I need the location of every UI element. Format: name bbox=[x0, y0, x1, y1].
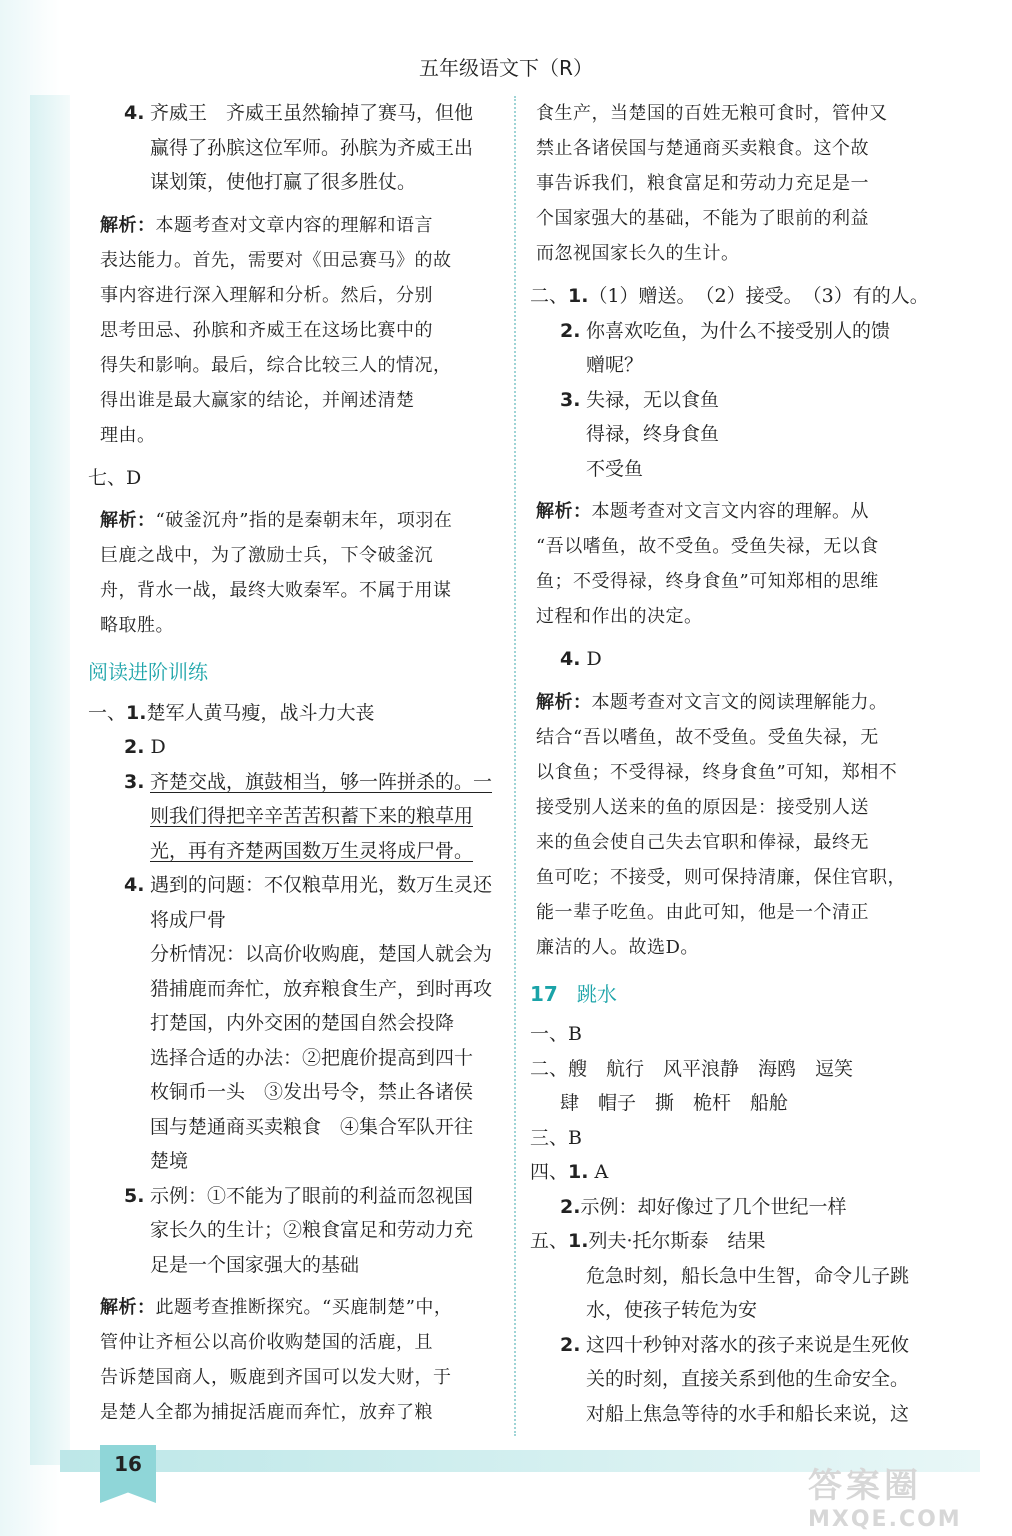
text-line: 管仲让齐桓公以高价收购楚国的活鹿，且 bbox=[100, 1332, 433, 1353]
lesson-answer-4-2 bbox=[536, 1190, 932, 1225]
text-line: 事告诉我们，粮食富足和劳动力充足是一 bbox=[536, 173, 869, 194]
text-line: 赢得了孙膑这位军师。孙膑为齐威王出 bbox=[150, 136, 474, 159]
text-line: 失禄，无以食鱼 bbox=[586, 388, 720, 411]
left-decor-band bbox=[30, 95, 70, 1465]
answer-number: 3. bbox=[560, 388, 581, 411]
watermark-logo bbox=[808, 1458, 998, 1532]
answer-number: 2. bbox=[560, 1333, 581, 1356]
text-line: 谋划策，使他打赢了很多胜仗。 bbox=[150, 171, 417, 193]
text-line: 过程和作出的决定。 bbox=[536, 606, 703, 627]
analysis-block-5 bbox=[536, 685, 932, 965]
text-line: 分析情况：以高价收购鹿，楚国人就会为 bbox=[150, 943, 493, 965]
section-prefix: 一、 bbox=[88, 701, 127, 724]
text-line: “破釜沉舟”指的是秦朝末年，项羽在 bbox=[155, 510, 453, 531]
text-line: 鱼可吃；不接受，则可保持清廉，保住官职， bbox=[536, 866, 906, 888]
reading-answer-2 bbox=[100, 730, 500, 765]
lesson-answer-5-2 bbox=[536, 1328, 932, 1432]
text-line: 这四十秒钟对落水的孩子来说是生死攸 bbox=[586, 1333, 910, 1356]
text-line: 告诉楚国商人，贩鹿到齐国可以发大财，于 bbox=[100, 1367, 452, 1388]
text-line: 你喜欢吃鱼，为什么不接受别人的馈 bbox=[586, 319, 891, 342]
answer-number: 4. bbox=[124, 102, 145, 124]
text-line: 不受鱼 bbox=[586, 457, 644, 480]
analysis-block-3 bbox=[100, 1290, 500, 1430]
reading-answer-1 bbox=[88, 696, 500, 731]
answer-text: 列夫·托尔斯泰 结果 bbox=[588, 1230, 766, 1252]
text-line: 是楚人全都为捕捉活鹿而奔忙，放弃了粮 bbox=[100, 1402, 433, 1423]
text-line: 选择合适的办法：②把鹿价提高到四十 bbox=[150, 1046, 474, 1069]
text-line: 禁止各诸侯国与楚通商买卖粮食。这个故 bbox=[536, 138, 869, 159]
s2-answer-2 bbox=[536, 314, 932, 383]
text-line: 得禄，终身食鱼 bbox=[586, 423, 720, 445]
answer-number: 5. bbox=[124, 1184, 145, 1207]
text-line: 巨鹿之战中，为了激励士兵，下令破釜沉 bbox=[100, 545, 433, 566]
answer-text: D bbox=[586, 648, 602, 670]
text-line: 表达能力。首先，需要对《田忌赛马》的故 bbox=[100, 249, 452, 271]
answer-number: 2. bbox=[560, 319, 581, 342]
text-line: 得出谁是最大赢家的结论，并阐述清楚 bbox=[100, 389, 415, 411]
analysis-block-4 bbox=[536, 494, 932, 634]
answer-text: （1）赠送。 （2）接受。 （3）有的人。 bbox=[588, 285, 929, 307]
s2-answer-3 bbox=[536, 383, 932, 487]
text-line: 家长久的生计；②粮食富足和劳动力充 bbox=[150, 1219, 474, 1241]
page-number: 16 bbox=[114, 1452, 142, 1476]
text-line: 危急时刻，船长急中生智，命令儿子跳 bbox=[586, 1264, 910, 1287]
reading-answer-5 bbox=[100, 1179, 500, 1283]
text-line: 示例：①不能为了眼前的利益而忽视国 bbox=[150, 1184, 474, 1207]
watermark-bottom: MXQE.COM bbox=[808, 1507, 962, 1532]
lesson-answer-3: 三、B bbox=[530, 1126, 582, 1149]
column-divider bbox=[514, 96, 516, 1436]
text-line: 足是一个国家强大的基础 bbox=[150, 1253, 360, 1276]
reading-answer-3 bbox=[100, 765, 500, 869]
text-line: 舟，背水一战，最终大败秦军。不属于用谋 bbox=[100, 580, 452, 601]
text-line: 廉洁的人。故选D。 bbox=[536, 936, 699, 958]
text-line: 本题考查对文章内容的理解和语言 bbox=[155, 214, 433, 236]
text-line: “吾以嗜鱼，故不受鱼。受鱼失禄，无以食 bbox=[536, 536, 879, 557]
answer-4 bbox=[100, 96, 500, 200]
answer-number: 4. bbox=[124, 874, 145, 896]
answer-number: 1. bbox=[568, 285, 589, 307]
lesson-answer-2 bbox=[530, 1052, 932, 1087]
answer-number: 1. bbox=[126, 701, 147, 724]
text-line: 打楚国，内外交困的楚国自然会投降 bbox=[150, 1012, 455, 1034]
analysis-label: 解析： bbox=[100, 214, 156, 236]
analysis-block-1 bbox=[100, 208, 500, 453]
analysis-label: 解析： bbox=[100, 1297, 156, 1318]
text-line: 食生产，当楚国的百姓无粮可食时，管仲又 bbox=[536, 103, 888, 124]
text-line: 此题考查推断探究。“买鹿制楚”中， bbox=[155, 1297, 453, 1318]
lesson-number: 17 bbox=[530, 981, 558, 1006]
text-line: 鱼；不受得禄，终身食鱼”可知郑相的思维 bbox=[536, 571, 879, 592]
answer-number: 1. bbox=[568, 1230, 589, 1252]
text-line: 楚境 bbox=[150, 1150, 189, 1172]
page-header: 五年级语文下（R） bbox=[419, 56, 593, 80]
text-line: 能一辈子吃鱼。由此可知，他是一个清正 bbox=[536, 901, 869, 923]
lesson-answer-2-line2: 肆 帽子 撕 桅杆 船舱 bbox=[560, 1092, 789, 1114]
lesson-answer-1: 一、B bbox=[530, 1023, 582, 1045]
text-line: 思考田忌、孙膑和齐威王在这场比赛中的 bbox=[100, 319, 433, 341]
section-heading: 阅读进阶训练 bbox=[88, 660, 208, 684]
lesson-answer-4-1 bbox=[530, 1155, 932, 1190]
text-line: 齐威王 齐威王虽然输掉了赛马，但他 bbox=[150, 102, 474, 124]
analysis-continued bbox=[536, 96, 932, 271]
watermark-top: 答案圈 bbox=[808, 1466, 922, 1506]
text-line: 本题考查对文言文内容的理解。从 bbox=[591, 501, 869, 522]
answer-number: 2. bbox=[560, 1195, 581, 1218]
text-line: 对船上焦急等待的水手和船长来说，这 bbox=[586, 1402, 910, 1425]
lesson-answer-5-1 bbox=[530, 1224, 932, 1259]
section-prefix: 二、 bbox=[530, 285, 569, 307]
answer-number: 1. bbox=[568, 1161, 589, 1183]
analysis-block-2 bbox=[100, 503, 500, 643]
text-line: 猎捕鹿而奔忙，放弃粮食生产，到时再攻 bbox=[150, 977, 493, 1000]
text-line: 将成尸骨 bbox=[150, 908, 227, 931]
analysis-label: 解析： bbox=[100, 510, 156, 531]
lesson-heading bbox=[530, 977, 932, 1012]
text-line: 关的时刻，直接关系到他的生命安全。 bbox=[586, 1368, 910, 1390]
lesson-title: 跳水 bbox=[576, 981, 617, 1006]
text-line: 赠呢？ bbox=[586, 354, 644, 376]
text-line: 遇到的问题：不仅粮草用光，数万生灵还 bbox=[150, 874, 493, 896]
text-line: 事内容进行深入理解和分析。然后，分别 bbox=[100, 284, 433, 306]
answer-number: 3. bbox=[124, 770, 145, 793]
text-line: 枚铜币一头 ③发出号令，禁止各诸侯 bbox=[150, 1081, 474, 1103]
left-column bbox=[88, 96, 500, 1438]
text-line: 齐楚交战，旗鼓相当，够一阵拼杀的。一 bbox=[150, 770, 493, 793]
s2-answer-4 bbox=[536, 642, 932, 677]
text-line: 光，再有齐楚两国数万生灵将成尸骨。 bbox=[150, 839, 474, 862]
reading-answer-4 bbox=[100, 868, 500, 1179]
section-prefix: 五、 bbox=[530, 1230, 569, 1252]
section-prefix: 四、 bbox=[530, 1161, 569, 1183]
text-line: 略取胜。 bbox=[100, 615, 174, 636]
text-line: 个国家强大的基础，不能为了眼前的利益 bbox=[536, 208, 869, 229]
answer-7: 七、D bbox=[88, 466, 142, 489]
text-line: 以食鱼；不受得禄，终身食鱼”可知，郑相不 bbox=[536, 761, 898, 783]
analysis-label: 解析： bbox=[536, 691, 592, 713]
answer-text: 示例：却好像过了几个世纪一样 bbox=[580, 1195, 847, 1218]
text-line: 则我们得把辛辛苦苦积蓄下来的粮草用 bbox=[150, 805, 474, 827]
lesson-answer-5-1-detail bbox=[536, 1259, 932, 1328]
text-line: 接受别人送来的鱼的原因是：接受别人送 bbox=[536, 796, 869, 818]
s2-answer-1 bbox=[530, 279, 932, 314]
text-line: 理由。 bbox=[100, 424, 156, 446]
section-prefix: 二、 bbox=[530, 1057, 569, 1080]
text-line: 国与楚通商买卖粮食 ④集合军队开往 bbox=[150, 1115, 474, 1138]
answer-text: 楚军人黄马瘦，战斗力大丧 bbox=[146, 701, 375, 724]
text-line: 来的鱼会使自己失去官职和俸禄，最终无 bbox=[536, 831, 869, 853]
answer-number: 2. bbox=[124, 736, 145, 758]
text-line: 得失和影响。最后，综合比较三人的情况， bbox=[100, 354, 452, 376]
answer-text: 艘 航行 风平浪静 海鸥 逗笑 bbox=[568, 1057, 854, 1080]
right-column bbox=[530, 96, 932, 1431]
answer-text: D bbox=[150, 736, 166, 758]
text-line: 结合“吾以嗜鱼，故不受鱼。受鱼失禄，无 bbox=[536, 726, 879, 748]
analysis-label: 解析： bbox=[536, 501, 592, 522]
text-line: 本题考查对文言文的阅读理解能力。 bbox=[591, 691, 888, 713]
answer-number: 4. bbox=[560, 648, 581, 670]
text-line: 水，使孩子转危为安 bbox=[586, 1299, 758, 1321]
answer-text: A bbox=[594, 1161, 609, 1183]
text-line: 而忽视国家长久的生计。 bbox=[536, 243, 740, 264]
